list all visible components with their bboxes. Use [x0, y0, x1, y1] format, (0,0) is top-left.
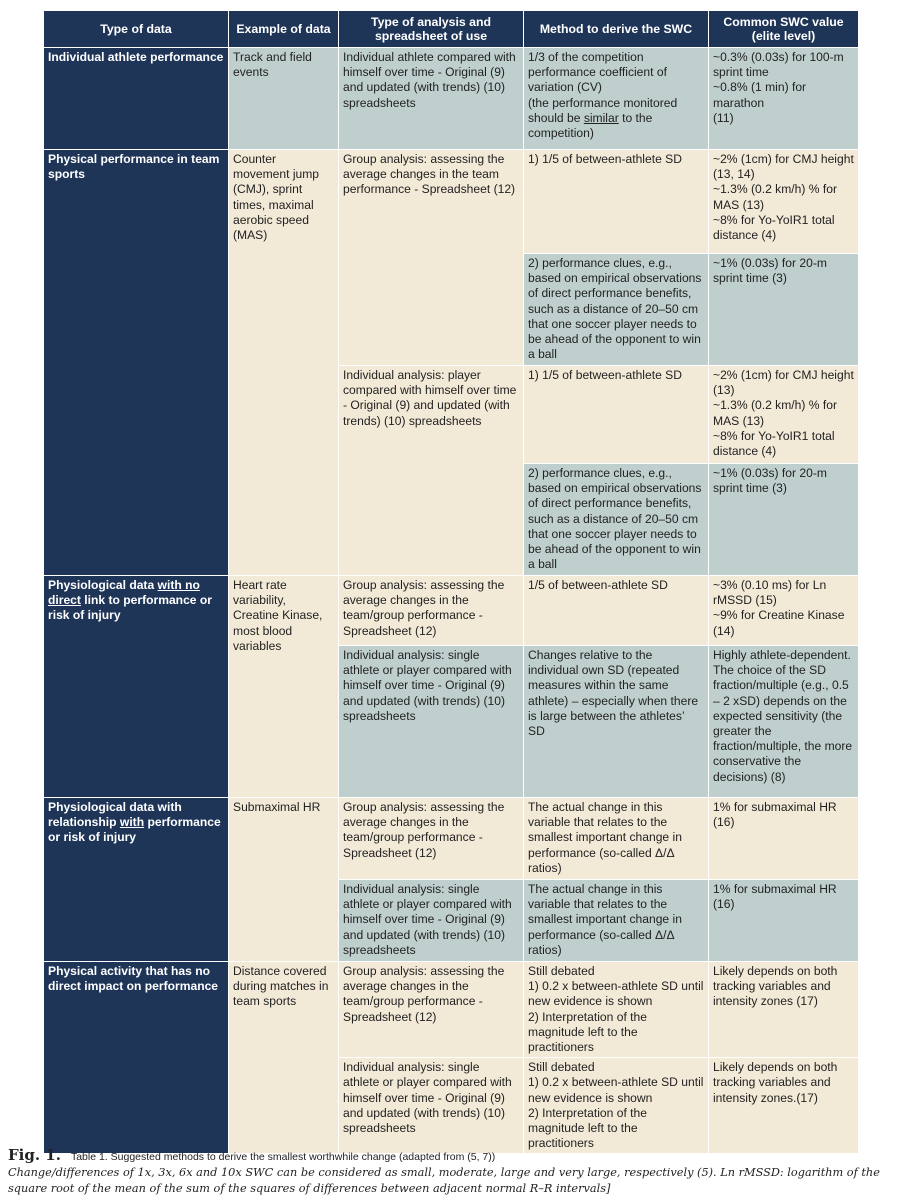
analysis-cell: Group analysis: assessing the average changes in the team/group performance - Spreadsheet (12) — [339, 962, 524, 1058]
example-cell: Submaximal HR — [229, 798, 339, 962]
value-cell: ~1% (0.03s) for 20-m sprint time (3) — [709, 464, 859, 576]
figure-caption — [8, 1148, 898, 1197]
caption-note: Change/differences of 1x, 3x, 6x and 10x SWC can be considered as small, moderate, large and very large, respectively (5). Ln rMSSD: logarithm of the square root of the mean of the sum of the squares of differences between adjacent normal R–R intervals] — [8, 1166, 880, 1195]
method-cell: Changes relative to the individual own SD (repeated measures within the same athlete) – especially when there is large between the athletes’ SD — [524, 646, 709, 798]
example-cell: Track and field events — [229, 48, 339, 150]
method-cell: 2) performance clues, e.g., based on empirical observations of direct performance benefits, such as a distance of 20–50 cm that one soccer player needs to be ahead of the opponent to win a ball — [524, 464, 709, 576]
table-row — [44, 962, 859, 1058]
figure-label: Fig. 1. — [8, 1146, 61, 1164]
example-cell: Distance covered during matches in team sports — [229, 962, 339, 1154]
value-cell: ~1% (0.03s) for 20-m sprint time (3) — [709, 254, 859, 366]
analysis-cell: Individual analysis: player compared with himself over time - Original (9) and updated (with trends) (10) spreadsheets — [339, 366, 524, 576]
value-cell: Likely depends on both tracking variables and intensity zones.(17) — [709, 1058, 859, 1154]
header-common-swc-value: Common SWC value (elite level) — [709, 11, 859, 48]
table-row — [44, 48, 859, 150]
analysis-cell: Group analysis: assessing the average changes in the team/group performance - Spreadsheet (12) — [339, 798, 524, 880]
type-text-end: link to performance or risk of injury — [48, 593, 212, 623]
method-cell: Still debated 1) 0.2 x between-athlete SD until new evidence is shown 2) Interpretation of the magnitude left to the practitioners — [524, 962, 709, 1058]
method-text: 1/3 of the competition performance coefficient of variation (CV) (the performance monitored should be — [528, 50, 678, 125]
header-type-of-analysis: Type of analysis and spreadsheet of use — [339, 11, 524, 48]
value-cell: ~3% (0.10 ms) for Ln rMSSD (15) ~9% for Creatine Kinase (14) — [709, 576, 859, 646]
header-example-of-data: Example of data — [229, 11, 339, 48]
header-type-of-data: Type of data — [44, 11, 229, 48]
table-row — [44, 798, 859, 880]
example-cell: Heart rate variability, Creatine Kinase, most blood variables — [229, 576, 339, 798]
type-cell: Physical performance in team sports — [44, 150, 229, 576]
method-text-end: to the competition) — [528, 110, 653, 141]
type-underlined-text: with — [119, 815, 145, 830]
type-text: Physiological data — [48, 578, 158, 592]
swc-table — [43, 10, 859, 1154]
method-cell: 1/5 of between-athlete SD — [524, 576, 709, 646]
type-cell — [44, 798, 229, 962]
method-cell: 1) 1/5 of between-athlete SD — [524, 150, 709, 254]
method-cell: The actual change in this variable that relates to the smallest important change in performance (so-called Δ/Δ ratios) — [524, 798, 709, 880]
type-underlined-text: with no direct — [48, 578, 200, 608]
caption-title-line — [8, 1148, 898, 1165]
table-title: Table 1. Suggested methods to derive the smallest worthwhile change (adapted from (5, 7)) — [70, 1151, 496, 1163]
value-cell: 1% for submaximal HR (16) — [709, 798, 859, 880]
example-cell: Counter movement jump (CMJ), sprint times, maximal aerobic speed (MAS) — [229, 150, 339, 576]
type-cell: Individual athlete performance — [44, 48, 229, 150]
method-cell: 1) 1/5 of between-athlete SD — [524, 366, 709, 464]
analysis-cell: Individual athlete compared with himself over time - Original (9) and updated (with trends) (10) spreadsheets — [339, 48, 524, 150]
value-cell: Highly athlete-dependent. The choice of the SD fraction/multiple (e.g., 0.5 – 2 xSD) depends on the expected sensitivity (the greater the fraction/multiple, the more conservative the decisions) (8) — [709, 646, 859, 798]
analysis-cell: Group analysis: assessing the average changes in the team performance - Spreadsheet (12) — [339, 150, 524, 366]
value-cell: ~0.3% (0.03s) for 100-m sprint time ~0.8% (1 min) for marathon (11) — [709, 48, 859, 150]
type-text: Physiological data with relationship — [48, 800, 182, 830]
header-method: Method to derive the SWC — [524, 11, 709, 48]
value-cell: Likely depends on both tracking variables and intensity zones (17) — [709, 962, 859, 1058]
type-cell — [44, 576, 229, 798]
type-cell: Physical activity that has no direct impact on performance — [44, 962, 229, 1154]
analysis-cell: Individual analysis: single athlete or player compared with himself over time - Original (9) and updated (with trends) (10) spreadsheets — [339, 1058, 524, 1154]
method-underlined-text: similar — [583, 110, 619, 125]
analysis-cell: Group analysis: assessing the average changes in the team/group performance - Spreadsheet (12) — [339, 576, 524, 646]
value-cell: ~2% (1cm) for CMJ height (13) ~1.3% (0.2 km/h) % for MAS (13) ~8% for Yo-YoIR1 total distance (4) — [709, 366, 859, 464]
table-row — [44, 150, 859, 254]
value-cell: ~2% (1cm) for CMJ height (13, 14) ~1.3% (0.2 km/h) % for MAS (13) ~8% for Yo-YoIR1 total distance (4) — [709, 150, 859, 254]
method-cell: 2) performance clues, e.g., based on empirical observations of direct performance benefits, such as a distance of 20–50 cm that one soccer player needs to be ahead of the opponent to win a ball — [524, 254, 709, 366]
method-cell — [524, 48, 709, 150]
analysis-cell: Individual analysis: single athlete or player compared with himself over time - Original (9) and updated (with trends) (10) spreadsheets — [339, 646, 524, 798]
value-cell: 1% for submaximal HR (16) — [709, 880, 859, 962]
method-cell: The actual change in this variable that relates to the smallest important change in performance (so-called Δ/Δ ratios) — [524, 880, 709, 962]
analysis-cell: Individual analysis: single athlete or player compared with himself over time - Original (9) and updated (with trends) (10) spreadsheets — [339, 880, 524, 962]
header-row — [44, 11, 859, 48]
method-cell: Still debated 1) 0.2 x between-athlete SD until new evidence is shown 2) Interpretation of the magnitude left to the practitioners — [524, 1058, 709, 1154]
type-text-end: performance or risk of injury — [48, 815, 221, 845]
table-row — [44, 576, 859, 646]
